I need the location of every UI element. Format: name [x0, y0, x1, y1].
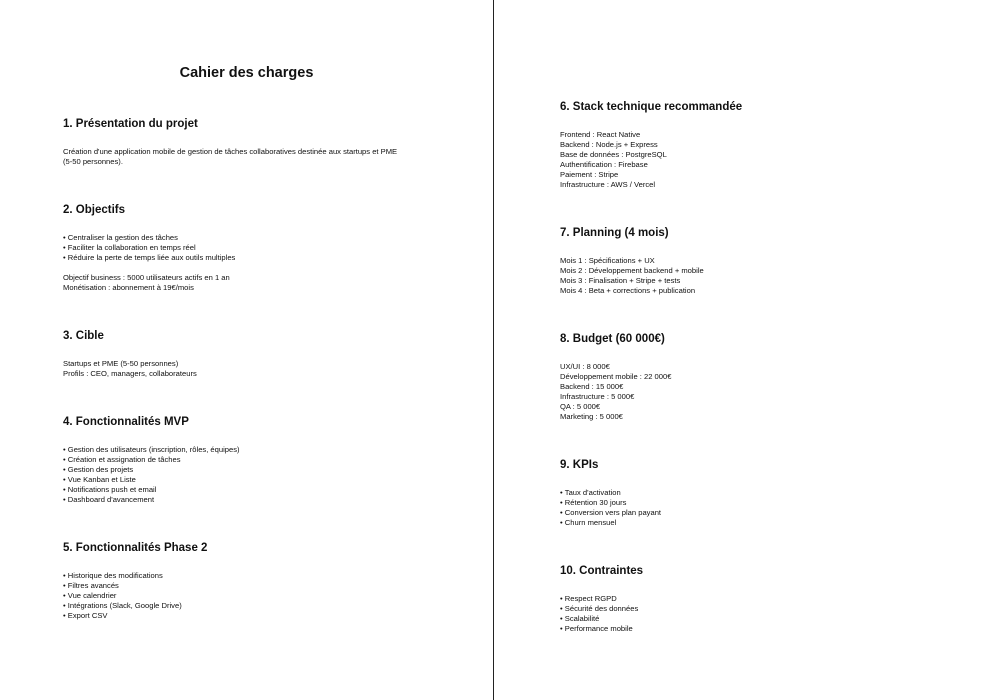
body-line: Infrastructure : 5 000€ [560, 392, 635, 401]
list-item: • Gestion des utilisateurs (inscription, rôles, équipes) [63, 445, 463, 455]
list-item: • Performance mobile [560, 624, 960, 634]
section-presentation [63, 117, 463, 167]
section-phase2 [63, 541, 463, 621]
list-item: • Conversion vers plan payant [560, 508, 960, 518]
section-heading: 10. Contraintes [560, 565, 644, 577]
body-line: UX/UI : 8 000€ [560, 362, 610, 371]
list-item: • Vue Kanban et Liste [63, 475, 463, 485]
body-line: Frontend : React Native [560, 130, 641, 139]
list-item: • Vue calendrier [63, 591, 463, 601]
right-column [560, 0, 960, 700]
list-item: • Faciliter la collaboration en temps réel [63, 243, 463, 253]
list-item: • Réduire la perte de temps liée aux outils multiples [63, 253, 463, 263]
body-line: Mois 3 : Finalisation + Stripe + tests [560, 276, 681, 285]
body-line: Startups et PME (5-50 personnes) [63, 359, 179, 368]
list-item: • Centraliser la gestion des tâches [63, 233, 463, 243]
list-item: • Taux d'activation [560, 488, 960, 498]
list-item: • Scalabilité [560, 614, 960, 624]
section-heading: 1. Présentation du projet [63, 118, 198, 130]
section-heading: 6. Stack technique recommandée [560, 101, 743, 113]
list-item: • Filtres avancés [63, 581, 463, 591]
body-line: Création d'une application mobile de gestion de tâches collaboratives destinée aux startups et PME [63, 147, 398, 156]
list-item: • Création et assignation de tâches [63, 455, 463, 465]
bullet-list [560, 488, 960, 528]
section-heading: 9. KPIs [560, 459, 599, 471]
section-planning [560, 226, 960, 296]
page-divider [493, 0, 494, 700]
body-line: Marketing : 5 000€ [560, 412, 623, 421]
body-line: Base de données : PostgreSQL [560, 150, 667, 159]
body-line: Backend : Node.js + Express [560, 140, 658, 149]
section-heading: 5. Fonctionnalités Phase 2 [63, 542, 208, 554]
body-line: Développement mobile : 22 000€ [560, 372, 672, 381]
section-cible [63, 329, 463, 379]
bullet-list [63, 445, 463, 505]
section-objectifs [63, 203, 463, 293]
body-line: Mois 4 : Beta + corrections + publication [560, 286, 696, 295]
document-title: Cahier des charges [179, 65, 314, 81]
bullet-list [63, 571, 463, 621]
body-line: Infrastructure : AWS / Vercel [560, 180, 656, 189]
section-heading: 8. Budget (60 000€) [560, 333, 665, 345]
section-heading: 3. Cible [63, 330, 104, 342]
body-line: Monétisation : abonnement à 19€/mois [63, 283, 194, 292]
list-item: • Respect RGPD [560, 594, 960, 604]
list-item: • Historique des modifications [63, 571, 463, 581]
list-item: • Notifications push et email [63, 485, 463, 495]
body-line: Authentification : Firebase [560, 160, 648, 169]
list-item: • Rétention 30 jours [560, 498, 960, 508]
section-heading: 4. Fonctionnalités MVP [63, 416, 189, 428]
left-column [63, 0, 463, 700]
bullet-list [560, 594, 960, 634]
body-line: QA : 5 000€ [560, 402, 601, 411]
section-mvp [63, 415, 463, 505]
list-item: • Export CSV [63, 611, 463, 621]
section-heading: 7. Planning (4 mois) [560, 227, 669, 239]
body-line: Backend : 15 000€ [560, 382, 624, 391]
list-item: • Churn mensuel [560, 518, 960, 528]
body-line: Profils : CEO, managers, collaborateurs [63, 369, 197, 378]
section-budget [560, 332, 960, 422]
bullet-list [63, 233, 463, 263]
section-heading: 2. Objectifs [63, 204, 125, 216]
body-line: Paiement : Stripe [560, 170, 619, 179]
section-stack [560, 100, 960, 190]
list-item: • Intégrations (Slack, Google Drive) [63, 601, 463, 611]
section-kpis [560, 458, 960, 528]
list-item: • Dashboard d'avancement [63, 495, 463, 505]
body-line: Mois 2 : Développement backend + mobile [560, 266, 704, 275]
body-line: Mois 1 : Spécifications + UX [560, 256, 655, 265]
list-item: • Sécurité des données [560, 604, 960, 614]
body-line: Objectif business : 5000 utilisateurs actifs en 1 an [63, 273, 230, 282]
list-item: • Gestion des projets [63, 465, 463, 475]
section-contraintes [560, 564, 960, 634]
body-line: (5-50 personnes). [63, 157, 123, 166]
